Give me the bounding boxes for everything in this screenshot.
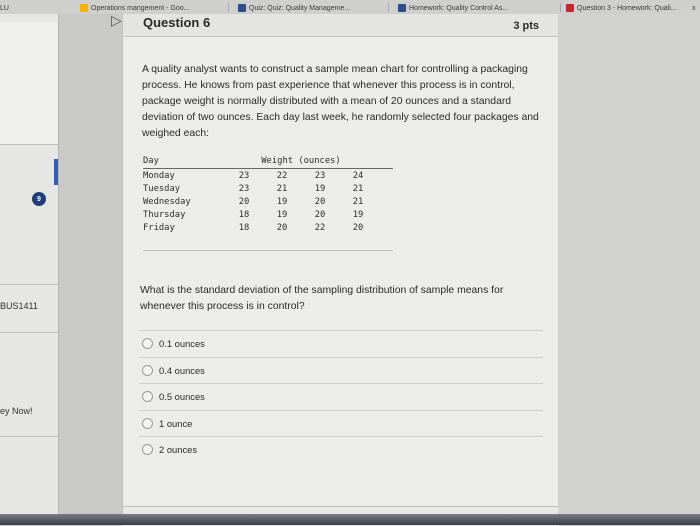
sidebar-active-indicator [54,159,58,185]
right-margin-panel [558,14,700,525]
table-cell-weight: 23 [238,170,250,181]
flag-icon[interactable]: ▷ [111,12,122,28]
table-cell-day: Monday [143,170,175,181]
table-cell-weight: 20 [238,196,250,207]
table-cell-weight: 20 [314,196,326,207]
left-sidebar [0,14,59,525]
radio-button[interactable] [142,418,153,429]
table-row [143,169,393,182]
table-header-weight: Weight (ounces) [261,156,341,166]
browser-tab-strip [0,0,700,14]
table-cell-weight: 20 [314,209,326,220]
table-row [143,182,393,195]
sidebar-course-label[interactable]: BUS1411 [0,301,38,311]
question-prompt: What is the standard deviation of the sampling distribution of sample means for whenever this process is in control? [140,285,504,312]
screen-bottom-bezel [0,514,700,525]
table-header [143,156,393,169]
sidebar-divider [0,436,58,437]
radio-button[interactable] [142,391,153,402]
question-header [111,12,559,37]
table-row [143,221,393,234]
tab-divider [560,3,561,12]
answer-option[interactable] [142,338,205,349]
tab-quiz[interactable] [238,2,350,14]
answer-option-label: 1 ounce [159,418,193,429]
table-cell-weight: 22 [276,170,288,181]
tab-homework[interactable] [398,2,508,14]
table-cell-weight: 24 [352,170,364,181]
question-card [111,12,560,525]
question-text: A quality analyst wants to construct a sample mean chart for controlling a packaging process. He knows from past experience that whenever this process is in control, package weight is normally distributed with a mean of 20 ounces and a standard deviation of two ounces. Each day last week, he randomly selected four packages and weighed each: [142,64,539,139]
option-divider [139,383,543,384]
radio-button[interactable] [142,365,153,376]
tab-label: Quiz: Quiz: Quality Manageme... [249,4,351,12]
answer-option[interactable] [142,365,205,376]
table-cell-weight: 23 [238,183,250,194]
table-cell-weight: 20 [276,222,288,233]
table-cell-weight: 19 [276,209,288,220]
table-cell-day: Thursday [143,209,186,220]
table-cell-weight: 19 [352,209,364,220]
tab-edge-label: LU [0,4,9,12]
sidebar-divider [0,284,58,285]
tab-label: Homework: Quality Control As... [409,4,509,12]
canvas-icon [238,4,246,12]
answer-option[interactable] [142,418,192,429]
table-cell-weight: 21 [276,183,288,194]
notification-badge[interactable]: 9 [32,192,46,206]
question-title: Question 6 [143,15,211,30]
tab-label: Question 3 - Homework: Quali... [577,4,677,12]
table-cell-weight: 19 [314,183,326,194]
table-cell-weight: 20 [352,222,364,233]
answer-option-label: 0.4 ounces [159,365,205,376]
sidebar-panel [0,22,58,145]
question-points: 3 pts [513,20,539,32]
weight-table [143,156,393,234]
table-row [143,208,393,221]
google-drive-icon [80,4,88,12]
table-cell-weight: 18 [238,209,250,220]
sidebar-divider [0,332,58,333]
option-divider [139,436,543,437]
table-cell-weight: 23 [314,170,326,181]
table-cell-weight: 19 [276,196,288,207]
option-divider [139,357,543,358]
answer-option-label: 2 ounces [159,444,198,455]
canvas-icon [398,4,406,12]
tab-label: Operations mangement - Goo... [91,4,190,12]
table-row [143,195,393,208]
answer-option[interactable] [142,391,205,402]
table-cell-day: Tuesday [143,183,181,194]
table-cell-weight: 21 [352,196,364,207]
table-cell-day: Wednesday [143,196,191,207]
tab-question-3[interactable] [566,2,677,14]
answer-option[interactable] [142,444,197,455]
table-cell-weight: 21 [352,183,364,194]
table-cell-day: Friday [143,222,175,233]
tab-operations-doc[interactable] [80,2,189,14]
table-cell-weight: 18 [238,222,250,233]
tab-divider [228,3,229,12]
option-divider [139,410,543,411]
table-header-day: Day [143,156,159,166]
radio-button[interactable] [142,444,153,455]
radio-button[interactable] [142,338,153,349]
table-bottom-rule [143,250,393,251]
option-divider [139,330,543,331]
tab-close-icon[interactable]: x [692,4,696,12]
mcgraw-icon [566,4,574,12]
table-cell-weight: 22 [314,222,326,233]
answer-option-label: 0.5 ounces [159,391,205,402]
tab-divider [388,3,389,12]
answer-option-label: 0.1 ounces [159,338,205,349]
sidebar-now-label[interactable]: ey Now! [0,406,33,416]
